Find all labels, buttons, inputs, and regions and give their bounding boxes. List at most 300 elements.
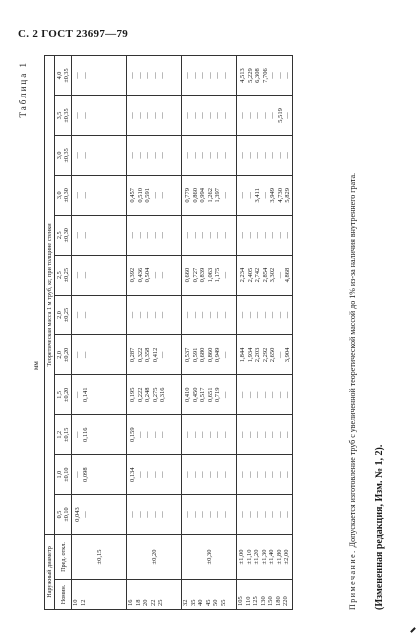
mass-cell <box>72 96 127 136</box>
mass-value: — <box>129 112 137 119</box>
mass-value: — <box>191 511 199 518</box>
mass-cell <box>237 96 292 136</box>
mass-value: — <box>199 471 207 478</box>
mass-value: — <box>199 231 207 239</box>
mass-value: — <box>136 431 144 438</box>
mass-value: 2,742 <box>254 267 262 283</box>
mass-value: 5,829 <box>284 187 292 203</box>
mass-value: 0,287 <box>129 347 137 363</box>
mass-cell <box>72 335 127 375</box>
thickness-value: 3,0 <box>56 191 64 200</box>
mass-value: — <box>284 112 292 119</box>
mass-value: 1,934 <box>246 347 254 363</box>
nominal-diameter: 16 <box>127 599 135 606</box>
nominal-diameter: 12 <box>79 599 87 606</box>
mass-value: — <box>81 351 89 359</box>
nominal-diameter: 125 <box>252 596 260 606</box>
mass-cell <box>237 335 292 375</box>
mass-value: — <box>151 311 159 319</box>
mass-value: — <box>144 311 152 319</box>
mass-value: 3,904 <box>284 347 292 363</box>
mass-cell <box>127 135 182 175</box>
mass-value: 0,457 <box>129 187 137 203</box>
thickness-value: 2,5 <box>56 231 64 240</box>
mass-cell <box>237 495 292 535</box>
page-corner-mark <box>410 627 416 633</box>
mass-value: — <box>159 311 167 319</box>
mass-value: — <box>151 271 159 279</box>
deviation-value: ±0,20 <box>150 549 158 565</box>
thickness-header <box>55 255 72 295</box>
mass-value: — <box>254 471 262 478</box>
mass-cell <box>182 255 237 295</box>
mass-value: 0,504 <box>144 267 152 283</box>
table-row <box>127 56 182 610</box>
nominal-diameter: 18 <box>134 599 142 606</box>
mass-value: — <box>144 112 152 119</box>
mass-value: — <box>284 431 292 438</box>
mass-value: — <box>74 152 82 159</box>
mass-group-header: Теоретическая масса 1 м труб, кг, при толщине стенки <box>45 56 55 535</box>
mass-cell <box>127 295 182 335</box>
mass-value: — <box>151 72 159 79</box>
thickness-header <box>55 135 72 175</box>
thickness-value: 2,0 <box>56 311 64 319</box>
mass-value: — <box>239 152 247 159</box>
mass-value: 1,844 <box>239 347 247 363</box>
mass-value: 4,730 <box>276 187 284 203</box>
mass-cell <box>237 135 292 175</box>
mass-value: — <box>74 431 82 438</box>
mass-value: — <box>74 391 82 399</box>
mass-value: 0,222 <box>136 387 144 403</box>
mass-value: — <box>269 152 277 159</box>
thickness-header <box>55 495 72 535</box>
mass-value: 0,591 <box>191 347 199 363</box>
mass-cell <box>127 255 182 295</box>
mass-value: — <box>246 391 254 399</box>
mass-value: — <box>206 112 214 119</box>
mass-value: 0,719 <box>214 387 222 403</box>
mass-value: 0,779 <box>184 187 192 203</box>
nominal-diameter-cell <box>182 580 237 610</box>
mass-value: — <box>261 391 269 399</box>
mass-value: — <box>184 431 192 438</box>
mass-value: — <box>239 112 247 119</box>
mass-value: — <box>261 471 269 478</box>
mass-value: — <box>221 72 229 79</box>
mass-value: — <box>159 112 167 119</box>
mass-value: — <box>269 391 277 399</box>
mass-value: 2,650 <box>269 347 277 363</box>
mass-value: — <box>74 311 82 319</box>
mass-cell <box>72 295 127 335</box>
thickness-value: 1,5 <box>56 390 64 399</box>
nominal-diameter-cell <box>127 580 182 610</box>
mass-value: — <box>284 511 292 518</box>
mass-value: — <box>269 471 277 478</box>
mass-value: — <box>159 192 167 199</box>
mass-value: — <box>254 431 262 438</box>
deviation-value: ±1,30 <box>260 549 268 565</box>
mass-value: 0,651 <box>206 387 214 403</box>
mass-value: 0,195 <box>129 387 137 403</box>
thickness-header <box>55 215 72 255</box>
mass-value: — <box>221 152 229 159</box>
thickness-header <box>55 335 72 375</box>
mass-value: 2,234 <box>239 267 247 283</box>
mass-value: — <box>144 431 152 438</box>
mass-value: — <box>276 431 284 438</box>
mass-value: — <box>284 152 292 159</box>
mass-value: — <box>159 72 167 79</box>
mass-value: — <box>191 431 199 438</box>
mass-value: — <box>246 152 254 159</box>
thickness-header <box>55 415 72 455</box>
nominal-diameter: 22 <box>149 599 157 606</box>
mass-cell <box>237 295 292 335</box>
mass-cell <box>127 175 182 215</box>
thickness-tolerance: ±0,15 <box>63 427 71 442</box>
nominal-header: Номин. <box>55 580 72 610</box>
mass-cell <box>182 375 237 415</box>
mass-cell <box>72 56 127 96</box>
thickness-value: 0,5 <box>56 510 64 519</box>
nominal-diameter: 45 <box>204 599 212 606</box>
nominal-diameter: 35 <box>189 599 197 606</box>
mass-value: — <box>199 112 207 119</box>
mass-value: — <box>144 471 152 478</box>
nominal-diameter: 40 <box>197 599 205 606</box>
mass-value: 0,660 <box>184 267 192 283</box>
mass-value: 0,860 <box>206 347 214 363</box>
mass-value: — <box>151 471 159 478</box>
mass-value: — <box>129 511 137 518</box>
mass-value: — <box>276 271 284 279</box>
mass-value: — <box>261 192 269 199</box>
mass-value: — <box>199 72 207 79</box>
mass-value: — <box>261 431 269 438</box>
mass-value: — <box>269 311 277 319</box>
mass-value: — <box>144 511 152 518</box>
mass-value: — <box>284 471 292 478</box>
mass-value: — <box>269 231 277 239</box>
mass-value: 0,727 <box>191 267 199 283</box>
mass-cell <box>182 56 237 96</box>
mass-value: — <box>81 311 89 319</box>
mass-value: 0,860 <box>191 187 199 203</box>
mass-value: — <box>184 471 192 478</box>
mass-value: — <box>254 511 262 518</box>
mass-value: 3,411 <box>254 188 262 203</box>
nominal-diameter: 110 <box>244 596 252 606</box>
mass-value: 5,519 <box>276 108 284 123</box>
mass-value: — <box>221 112 229 119</box>
mass-value: — <box>191 231 199 239</box>
mass-value: — <box>246 471 254 478</box>
mass-cell <box>182 455 237 495</box>
mass-cell <box>127 415 182 455</box>
mass-cell <box>237 175 292 215</box>
mass-cell <box>237 375 292 415</box>
mass-value: — <box>214 471 222 478</box>
mass-value: 0,316 <box>159 387 167 403</box>
mass-value: 0,358 <box>144 347 152 363</box>
thickness-tolerance: ±0,35 <box>63 68 71 83</box>
mass-value: 1,175 <box>214 267 222 283</box>
table-row <box>182 56 237 610</box>
nominal-diameter: 50 <box>212 599 220 606</box>
mass-value: — <box>136 231 144 239</box>
deviation-cell <box>127 535 182 580</box>
mass-value: 0,275 <box>151 387 159 403</box>
mass-value: 0,517 <box>199 387 207 403</box>
mass-value: 7,706 <box>261 68 269 83</box>
mass-value: — <box>81 72 89 79</box>
mass-value: — <box>269 112 277 119</box>
mass-value: — <box>221 431 229 438</box>
mass-value: 5,229 <box>246 68 254 83</box>
mass-value: — <box>254 391 262 399</box>
mass-value: 2,292 <box>261 347 269 363</box>
mass-cell <box>72 215 127 255</box>
mass-value: — <box>254 231 262 239</box>
mass-value: — <box>206 471 214 478</box>
mass-value: 0,839 <box>199 267 207 283</box>
thickness-header <box>55 175 72 215</box>
thickness-tolerance: ±0,10 <box>63 507 71 522</box>
mass-cell <box>237 455 292 495</box>
mass-cell <box>127 495 182 535</box>
mass-value: — <box>239 311 247 319</box>
mass-value: — <box>269 431 277 438</box>
thickness-header <box>55 295 72 335</box>
mass-value: — <box>246 511 254 518</box>
thickness-tolerance: ±0,20 <box>63 347 71 363</box>
thickness-header <box>55 96 72 136</box>
mass-value: — <box>284 391 292 399</box>
mass-cell <box>237 215 292 255</box>
mass-cell <box>72 255 127 295</box>
mass-table <box>44 55 293 610</box>
mass-value: 0,392 <box>129 267 137 283</box>
mass-value: — <box>254 152 262 159</box>
thickness-tolerance: ±0,20 <box>63 387 71 402</box>
mass-value: — <box>151 112 159 119</box>
mass-value: — <box>276 351 284 359</box>
mass-value: — <box>159 511 167 518</box>
mass-value: — <box>269 72 277 79</box>
unit-label: мм <box>32 361 40 370</box>
thickness-tolerance: ±0,35 <box>63 108 71 123</box>
mass-cell <box>72 175 127 215</box>
mass-value: — <box>199 152 207 159</box>
nominal-diameter: 20 <box>142 599 150 606</box>
mass-value: — <box>184 112 192 119</box>
deviation-cell <box>237 535 292 580</box>
deviation-cell <box>182 535 237 580</box>
mass-cell <box>127 96 182 136</box>
mass-cell <box>72 455 127 495</box>
mass-value: — <box>246 431 254 438</box>
mass-value: — <box>136 152 144 159</box>
thickness-value: 3,0 <box>56 151 64 160</box>
mass-value: — <box>214 231 222 239</box>
mass-value: — <box>276 471 284 478</box>
mass-value: — <box>239 391 247 399</box>
mass-value: — <box>159 351 167 359</box>
thickness-tolerance: ±0,10 <box>63 467 71 482</box>
mass-value: — <box>81 231 89 239</box>
mass-value: — <box>74 351 82 359</box>
mass-value: — <box>144 152 152 159</box>
mass-value: 0,159 <box>129 427 137 443</box>
mass-value: — <box>144 231 152 239</box>
mass-value: 0,450 <box>191 387 199 403</box>
mass-cell <box>182 135 237 175</box>
mass-value: — <box>276 511 284 518</box>
thickness-value: 2,5 <box>56 271 64 279</box>
mass-value: — <box>206 231 214 239</box>
nominal-diameter: 32 <box>182 599 190 606</box>
mass-value: — <box>191 311 199 319</box>
mass-cell <box>72 495 127 535</box>
mass-value: — <box>129 231 137 239</box>
mass-value: — <box>276 311 284 319</box>
mass-value: — <box>246 311 254 319</box>
mass-value: — <box>184 231 192 239</box>
nominal-diameter: 220 <box>282 596 290 606</box>
mass-value: — <box>221 391 229 399</box>
mass-value: 0,134 <box>129 467 137 482</box>
nominal-diameter: 180 <box>274 596 282 606</box>
deviation-header: Пред. откл. <box>55 535 72 580</box>
nominal-diameter-cell <box>237 580 292 610</box>
mass-cell <box>72 375 127 415</box>
nominal-diameter: 25 <box>157 599 165 606</box>
nominal-diameter: 10 <box>72 599 80 606</box>
mass-value: — <box>214 431 222 438</box>
mass-value: — <box>261 152 269 159</box>
mass-value: 0,510 <box>136 187 144 203</box>
mass-cell <box>127 335 182 375</box>
mass-value: 0,537 <box>184 347 192 363</box>
mass-value: — <box>74 471 82 478</box>
deviation-value: ±1,20 <box>253 549 261 565</box>
mass-value: 2,405 <box>246 267 254 283</box>
mass-value: — <box>254 112 262 119</box>
mass-cell <box>182 495 237 535</box>
mass-value: — <box>81 152 89 159</box>
mass-value: — <box>246 112 254 119</box>
mass-value: — <box>199 431 207 438</box>
nominal-diameter: 130 <box>259 596 267 606</box>
deviation-value: ±1,80 <box>275 549 283 565</box>
mass-value: — <box>159 271 167 279</box>
mass-cell <box>72 135 127 175</box>
deviation-value: ±1,10 <box>245 549 253 565</box>
thickness-tolerance: ±0,25 <box>63 268 71 283</box>
mass-value: — <box>276 152 284 159</box>
mass-cell <box>237 255 292 295</box>
mass-value: 0,412 <box>151 347 159 363</box>
mass-value: — <box>261 311 269 319</box>
mass-value: — <box>276 231 284 239</box>
rotated-table-area <box>18 55 398 610</box>
mass-value: — <box>191 152 199 159</box>
mass-value: — <box>129 152 137 159</box>
change-note: (Измененная редакция, Изм. № 1, 2). <box>374 444 385 610</box>
thickness-tolerance: ±0,30 <box>63 228 71 243</box>
mass-value: — <box>184 311 192 319</box>
mass-value: — <box>206 311 214 319</box>
mass-value: 0,949 <box>214 347 222 363</box>
mass-value: — <box>199 311 207 319</box>
mass-value: 0,994 <box>199 187 207 203</box>
mass-value: — <box>81 192 89 199</box>
thickness-header <box>55 455 72 495</box>
mass-cell <box>237 56 292 96</box>
page-header: С. 2 ГОСТ 23697—79 <box>18 28 129 40</box>
mass-value: — <box>81 271 89 279</box>
mass-cell <box>127 375 182 415</box>
mass-value: — <box>214 112 222 119</box>
mass-value: 0,098 <box>81 467 89 482</box>
table-title: Таблица 1 <box>18 61 28 118</box>
mass-value: — <box>239 431 247 438</box>
mass-value: — <box>191 72 199 79</box>
mass-value: 0,680 <box>199 347 207 363</box>
nominal-diameter: 150 <box>267 596 275 606</box>
mass-value: — <box>151 152 159 159</box>
mass-value: — <box>151 511 159 518</box>
mass-value: — <box>206 152 214 159</box>
diameter-group-header: Наружный диаметр <box>45 535 55 610</box>
thickness-value: 1,2 <box>56 430 64 439</box>
thickness-value: 2,0 <box>56 351 64 359</box>
mass-value: — <box>136 112 144 119</box>
deviation-value: ±0,30 <box>205 549 213 565</box>
mass-value: 1,397 <box>214 187 222 203</box>
mass-cell <box>182 215 237 255</box>
deviation-cell <box>72 535 127 580</box>
mass-value: 0,248 <box>144 387 152 403</box>
mass-value: 0,436 <box>136 267 144 283</box>
mass-value: — <box>199 511 207 518</box>
mass-cell <box>237 415 292 455</box>
deviation-value: ±1,40 <box>268 549 276 565</box>
mass-value: — <box>284 231 292 239</box>
mass-value: — <box>221 351 229 359</box>
mass-value: — <box>74 72 82 79</box>
nominal-diameter: 105 <box>237 596 245 606</box>
mass-value: — <box>184 72 192 79</box>
mass-value: 2,854 <box>261 267 269 283</box>
thickness-value: 3,5 <box>56 111 64 120</box>
mass-value: — <box>151 431 159 438</box>
mass-value: — <box>81 112 89 119</box>
mass-value: — <box>159 471 167 478</box>
mass-value: — <box>214 72 222 79</box>
mass-value: — <box>221 311 229 319</box>
mass-cell <box>127 56 182 96</box>
thickness-value: 1,0 <box>56 470 64 479</box>
mass-value: — <box>261 112 269 119</box>
deviation-value: ±1,00 <box>238 549 246 565</box>
mass-value: — <box>206 511 214 518</box>
thickness-header <box>55 375 72 415</box>
mass-cell <box>72 415 127 455</box>
